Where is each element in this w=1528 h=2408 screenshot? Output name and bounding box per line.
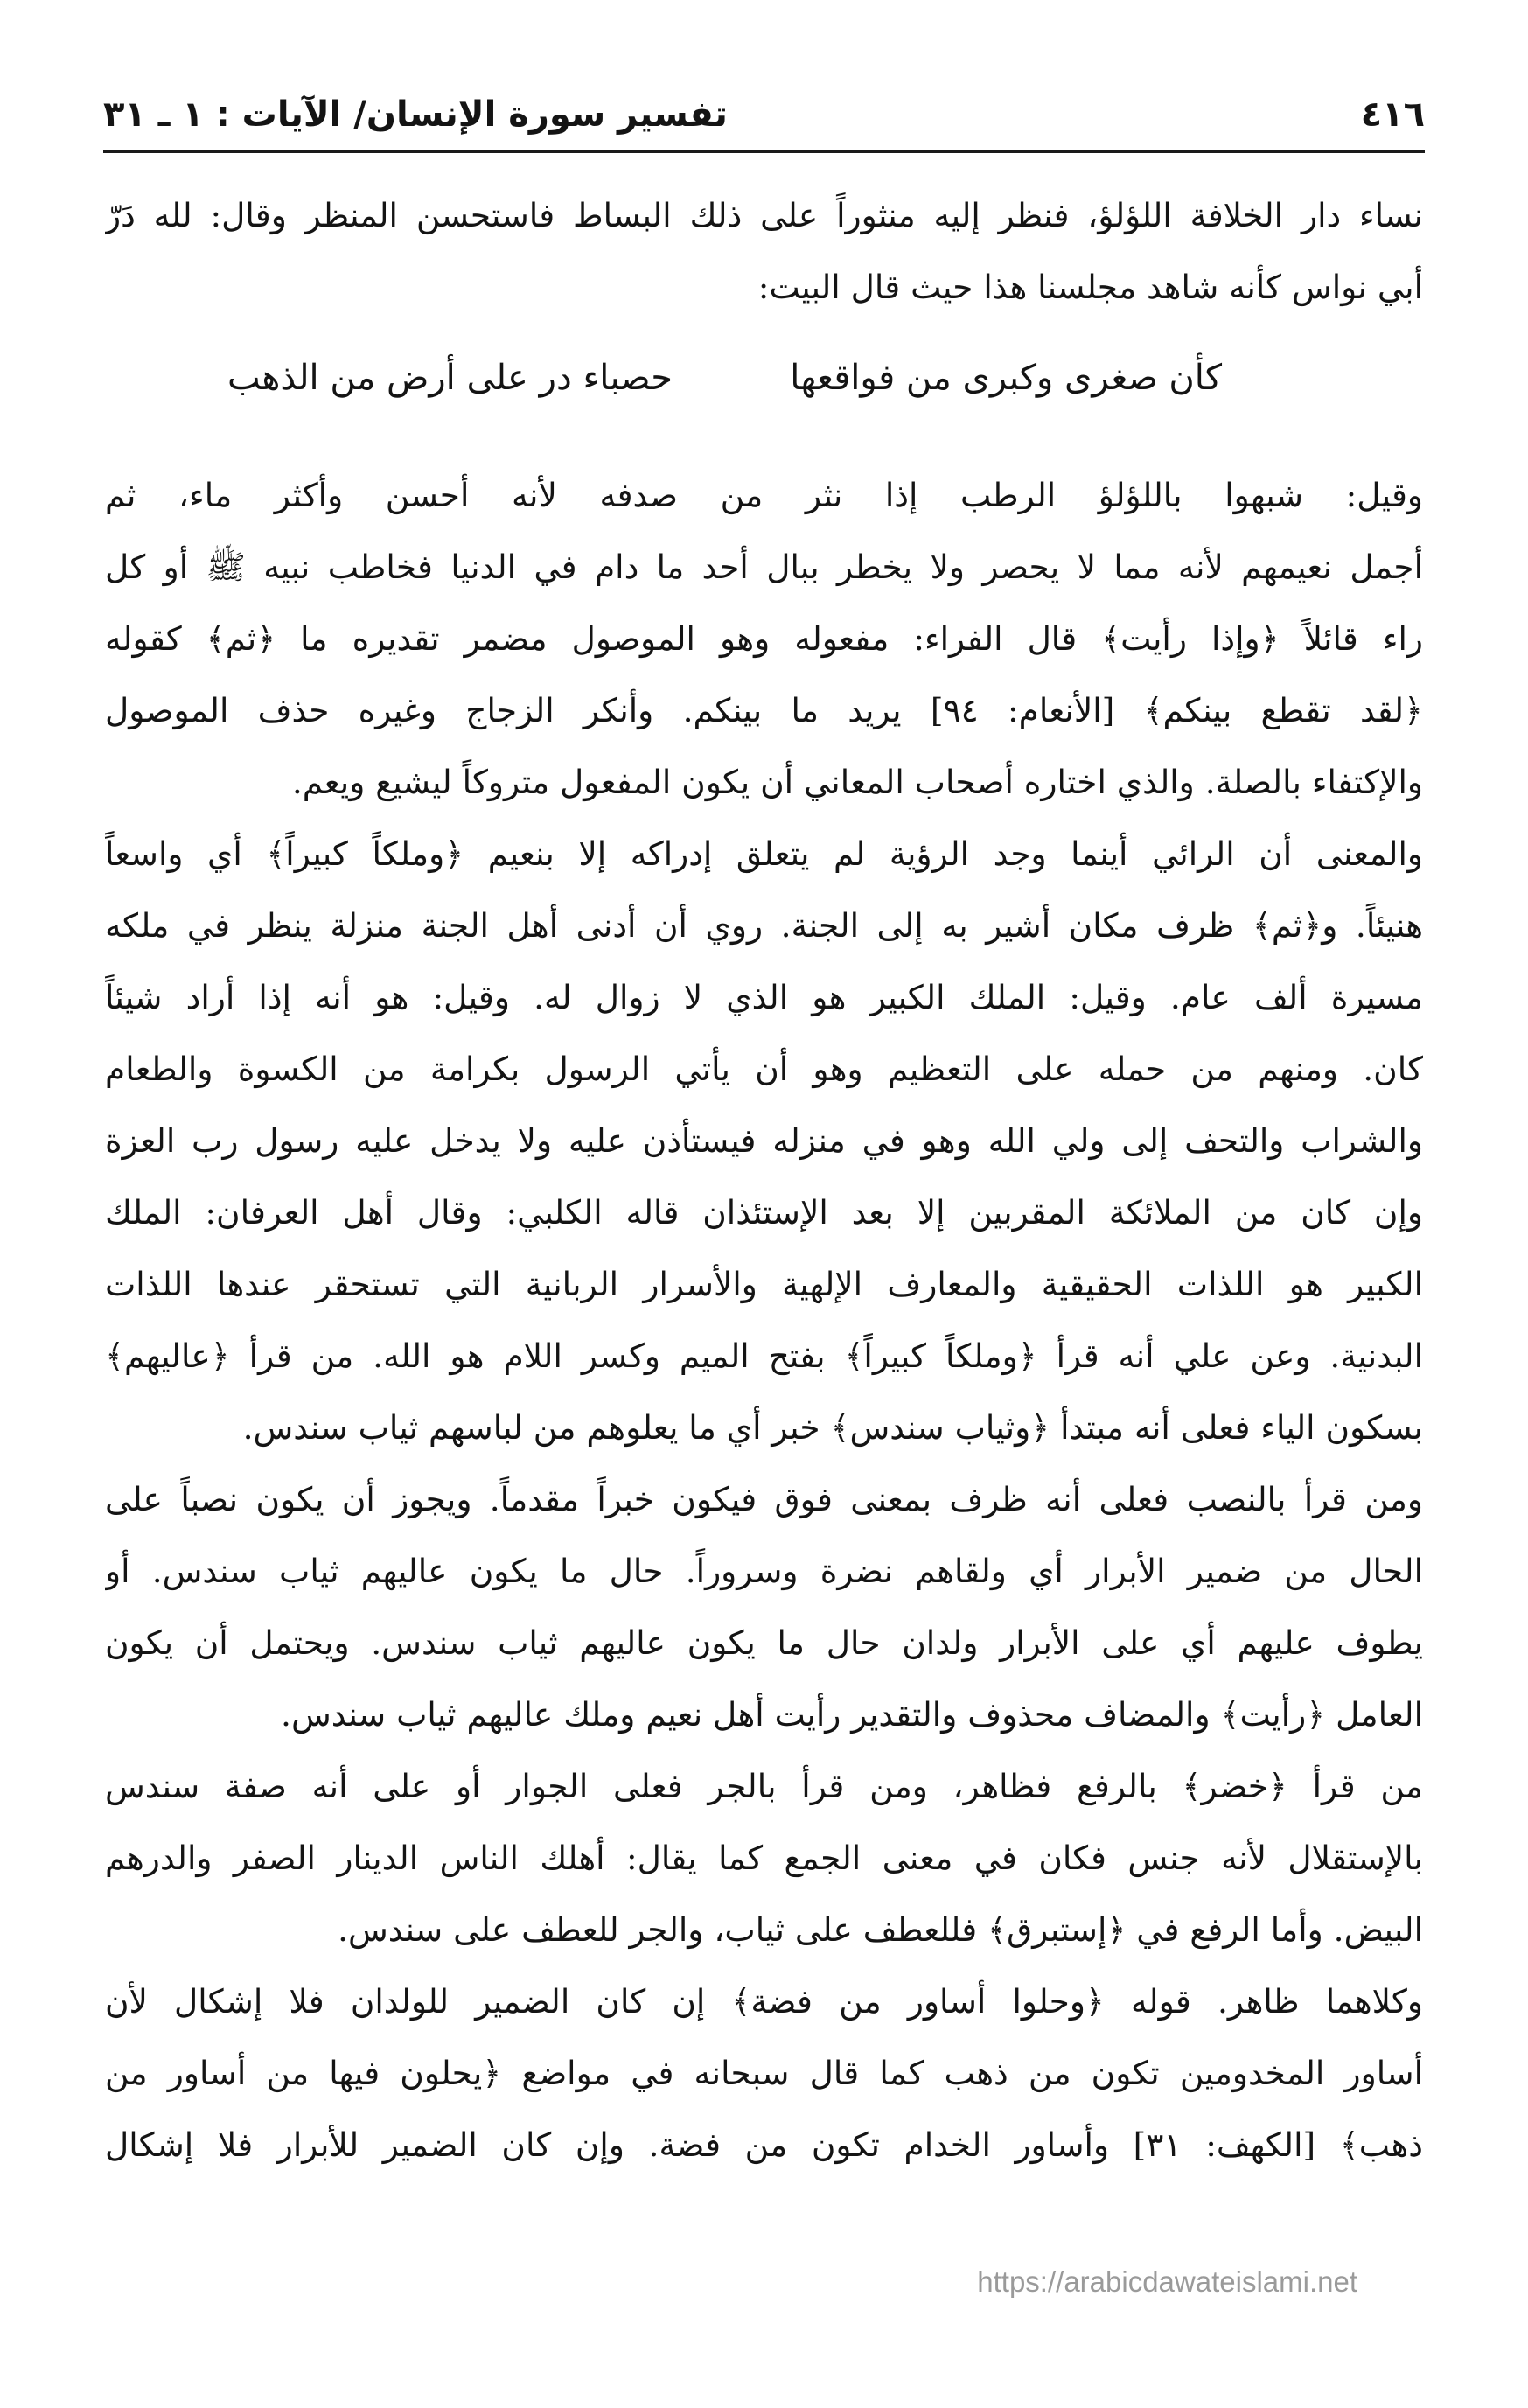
text-line: وكلاهما ظاهر. قوله ﴿وحلوا أساور من فضة﴾ إن كان الضمير للولدان فلا إشكال لأن xyxy=(105,1982,1423,2021)
verse-second-hemistich: حصباء در على أرض من الذهب xyxy=(227,358,673,398)
header-divider xyxy=(103,150,1425,153)
text-line: والمعنى أن الرائي أينما وجد الرؤية لم يتعلق إدراكه إلا بنعيم ﴿وملكاً كبيراً﴾ أي واسعاً xyxy=(105,834,1423,873)
running-title: تفسير سورة الإنسان/ الآيات : ١ ـ ٣١ xyxy=(103,94,728,135)
page-header xyxy=(103,94,1425,147)
text-line: العامل ﴿رأيت﴾ والمضاف محذوف والتقدير رأيت أهل نعيم وملك عاليهم ثياب سندس. xyxy=(281,1695,1423,1734)
text-line: أجمل نعيمهم لأنه مما لا يحصر ولا يخطر ببال أحد ما دام في الدنيا فخاطب نبيه ﷺ أو كل xyxy=(105,548,1423,586)
text-line: مسيرة ألف عام. وقيل: الملك الكبير هو الذي لا زوال له. وقيل: هو أنه إذا أراد شيئاً xyxy=(105,978,1423,1016)
text-line: بالإستقلال لأنه جنس فكان في معنى الجمع كما يقال: أهلك الناس الدينار الصفر والدرهم xyxy=(105,1839,1423,1877)
text-line: ذهب﴾ [الكهف: ٣١] وأساور الخدام تكون من فضة. وإن كان الضمير للأبرار فلا إشكال xyxy=(105,2125,1423,2164)
poetry-verse xyxy=(105,330,1423,426)
text-line: أبي نواس كأنه شاهد مجلسنا هذا حيث قال البيت: xyxy=(757,268,1423,306)
text-line: هنيئاً. و﴿ثم﴾ ظرف مكان أشير به إلى الجنة. روي أن أدنى أهل الجنة منزلة ينظر في ملكه xyxy=(105,906,1423,945)
verse-first-hemistich: كأن صغرى وكبرى من فواقعها xyxy=(790,358,1222,398)
text-line: وقيل: شبهوا باللؤلؤ الرطب إذا نثر من صدفه لأنه أحسن وأكثر ماء، ثم xyxy=(105,476,1423,514)
text-line: ﴿لقد تقطع بينكم﴾ [الأنعام: ٩٤] يريد ما بينكم. وأنكر الزجاج وغيره حذف الموصول xyxy=(105,691,1423,729)
text-line: يطوف عليهم أي على الأبرار ولدان حال ما يكون عاليهم ثياب سندس. ويحتمل أن يكون xyxy=(105,1623,1423,1662)
text-line: البدنية. وعن علي أنه قرأ ﴿وملكاً كبيراً﴾ بفتح الميم وكسر اللام هو الله. من قرأ ﴿عاليهم﴾ xyxy=(105,1337,1423,1375)
text-line: أساور المخدومين تكون من ذهب كما قال سبحانه في مواضع ﴿يحلون فيها من أساور من xyxy=(105,2054,1423,2092)
text-line: راء قائلاً ﴿وإذا رأيت﴾ قال الفراء: مفعوله وهو الموصول مضمر تقديره ما ﴿ثم﴾ كقوله xyxy=(105,619,1423,658)
text-line: ومن قرأ بالنصب فعلى أنه ظرف بمعنى فوق فيكون خبراً مقدماً. ويجوز أن يكون نصباً على xyxy=(105,1480,1423,1518)
text-line: كان. ومنهم من حمله على التعظيم وهو أن يأتي الرسول بكرامة من الكسوة والطعام xyxy=(105,1050,1423,1088)
text-line: والشراب والتحف إلى ولي الله وهو في منزله فيستأذن عليه ولا يدخل عليه رسول رب العزة xyxy=(105,1121,1423,1160)
text-line: البيض. وأما الرفع في ﴿إستبرق﴾ فللعطف على ثياب، والجر للعطف على سندس. xyxy=(338,1910,1423,1949)
source-watermark: https://arabicdawateislami.net xyxy=(977,2265,1357,2298)
text-line: وإن كان من الملائكة المقربين إلا بعد الإستئذان قاله الكلبي: وقال أهل العرفان: الملك xyxy=(105,1193,1423,1232)
page-number: ٤١٦ xyxy=(1360,94,1425,135)
text-line: نساء دار الخلافة اللؤلؤ، فنظر إليه منثوراً على ذلك البساط فاستحسن المنظر وقال: لله دَرّ xyxy=(105,196,1423,234)
text-line: الحال من ضمير الأبرار أي ولقاهم نضرة وسروراً. حال ما يكون عاليهم ثياب سندس. أو xyxy=(105,1552,1423,1590)
page-body xyxy=(105,179,1423,2181)
text-line: من قرأ ﴿خضر﴾ بالرفع فظاهر، ومن قرأ بالجر فعلى الجوار أو على أنه صفة سندس xyxy=(105,1767,1423,1805)
text-line: والإكتفاء بالصلة. والذي اختاره أصحاب المعاني أن يكون المفعول متروكاً ليشيع ويعم. xyxy=(291,763,1423,801)
text-line: الكبير هو اللذات الحقيقية والمعارف الإلهية والأسرار الربانية التي تستحقر عندها اللذات xyxy=(105,1265,1423,1303)
verse-spacing xyxy=(105,426,1423,459)
text-line: بسكون الياء فعلى أنه مبتدأ ﴿وثياب سندس﴾ خبر أي ما يعلوهم من لباسهم ثياب سندس. xyxy=(242,1408,1423,1447)
